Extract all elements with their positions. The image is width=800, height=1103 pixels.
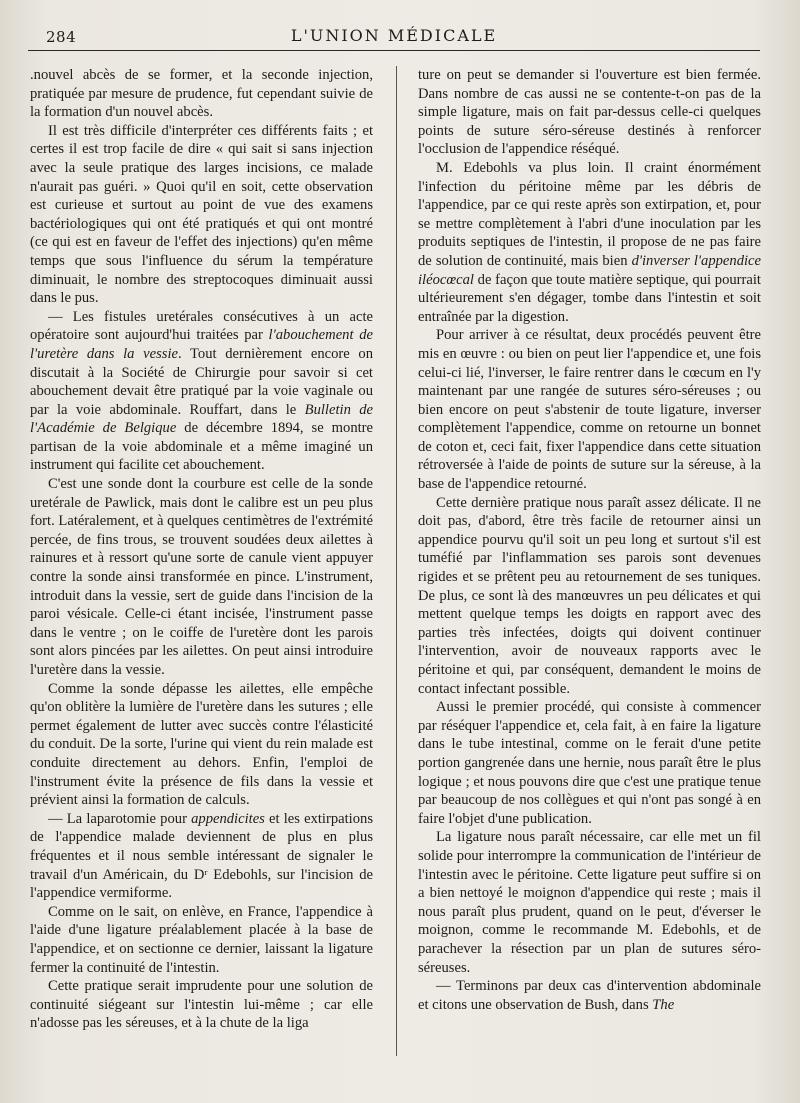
paragraph bbox=[30, 122, 373, 308]
paragraph bbox=[30, 475, 373, 680]
text-run: — Les fistules uretérales consécutives à un acte opératoire sont aujourd'hui traitées par bbox=[30, 308, 373, 344]
text-run: ture on peut se demander si l'ouverture est bien fermée. Dans nombre de cas aussi ne se contente-t-on pas de la simple ligature, mais on fait par-dessus celle-ci quelques points de suture séro-séreuse destinés à renforcer l'occlusion de l'appendice réséqué. bbox=[418, 67, 761, 158]
text-run: Cette dernière pratique nous paraît assez délicate. Il ne doit pas, d'abord, être très facile de retourner ainsi un appendice pourvu qu'il soit un peu long et surtout s'il est tuméfié par l'inflammation ses parois sont devenues rigides et se prêtent peu au retournement de ses tuniques. De plus, ce sont là des manœuvres un peu délicates et qui mettent quelque temps les doigts en rapport avec des parties très infectées, doigts qui doivent continuer l'intervention, avoir de nouveaux rapports avec le péritoine et qui, par conséquent, demandent le moins de contact infectant possible. bbox=[418, 494, 761, 697]
paragraph bbox=[30, 810, 373, 903]
paragraph bbox=[30, 308, 373, 475]
paragraph bbox=[30, 66, 373, 122]
text-run: .nouvel abcès de se former, et la seconde injection, pratiquée par mesure de prudence, fut cependant suivie de la formation d'un nouvel abcès. bbox=[30, 67, 373, 121]
text-run: Aussi le premier procédé, qui consiste à commencer par réséquer l'appendice et, cela fait, à en faire la ligature dans le tube intestinal, comme on le ferait d'une petite portion gangrenée dans une hernie, nous paraît être le plus logique ; et nous pouvons dire que c'est une pratique tenue par beaucoup de nos collègues et qui n'ont pas songé à en faire l'objet d'une publication. bbox=[418, 699, 761, 827]
page-header bbox=[28, 24, 760, 51]
column-divider bbox=[396, 66, 397, 1056]
text-run: et les extirpations de l'appendice malade deviennent de plus en plus fréquentes et il nous semble intéressant de signaler le travail d'un Américain, du Dʳ Edebohls, sur l'incision de l'appendice vermiforme. bbox=[30, 810, 373, 902]
text-run: de façon que toute matière septique, qui pourrait ultérieurement s'en dégager, tombe dans l'intestin et soit entraînée par la digestion. bbox=[418, 271, 761, 325]
paragraph bbox=[418, 698, 761, 828]
right-column bbox=[418, 66, 761, 1014]
text-run: . Tout dernièrement encore on discutait à la Société de Chirurgie pour savoir si cet abouchement devait être pratiqué par la voie vaginale ou par la voie abdominale. Rouffart, dans le bbox=[30, 345, 374, 418]
left-column bbox=[30, 66, 373, 1033]
text-run: Pour arriver à ce résultat, deux procédés peuvent être mis en œuvre : ou bien on peut lier l'appendice et, une fois celui-ci lié, l'inverser, le faire rentrer dans le cœcum en l'y maintenant par une rangée de sutures séro-séreuses ; ou bien encore on peut s'abstenir de toute ligature, inverser complètement l'appendice, comme on retourne un bonnet de coton et, ceci fait, fixer l'appendice dans cette situation rétroversée à l'aide de points de suture sur la séreuse, à la base de l'appendice retourné. bbox=[418, 327, 761, 493]
paragraph bbox=[418, 326, 761, 493]
paragraph bbox=[30, 977, 373, 1033]
text-run: M. Edebohls va plus loin. Il craint énormément l'infection du péritoine même par les débris de l'appendice, par ce qui reste après son extirpation, et, pour se mettre complètement à l'abri d'une inoculation par les produits septiques de l'intestin, il propose de ne pas faire de solution de continuité, mais bien bbox=[418, 159, 761, 269]
italic-text: appendicites bbox=[191, 810, 265, 827]
italic-text: Bulletin de l'Académie de Belgique bbox=[30, 401, 373, 437]
text-run: La ligature nous paraît nécessaire, car elle met un fil solide pour interrompre la communication de l'intérieur de l'intestin avec le péritoine. Cette ligature peut suffire si on a bien nettoyé le moignon d'appendice qui reste ; mais il nous paraît plus prudent, quand on le peut, d'éverser le moignon, comme le recommande M. Edebohls, et de parachever la résection par un plan de sutures séro-séreuses. bbox=[418, 829, 761, 976]
paragraph bbox=[418, 828, 761, 977]
italic-text: l'abouchement de l'uretère dans la vessie bbox=[30, 327, 373, 362]
paragraph bbox=[418, 66, 761, 159]
text-run: Comme on le sait, on enlève, en France, l'appendice à l'aide d'une ligature préalablement placée à la base de l'appendice, et on sectionne ce dernier, laissant la ligature fermer la continuité de l'intestin. bbox=[30, 903, 373, 976]
text-run: de décembre 1894, se montre partisan de la voie abdominale et a même imaginé un instrument qui facilite cet abouchement. bbox=[30, 420, 374, 474]
paragraph bbox=[30, 680, 373, 810]
page-number: 284 bbox=[46, 28, 77, 46]
paragraph bbox=[418, 494, 761, 699]
paragraph bbox=[418, 159, 761, 326]
text-run: Comme la sonde dépasse les ailettes, elle empêche qu'on oblitère la lumière de l'uretère dans les sutures ; elle permet également de lutter avec succès contre l'élasticité du conduit. De la sorte, l'urine qui vient du rein malade est conduite directement au dehors. Enfin, l'emploi de l'instrument évite la présence de fils dans la vessie et prévient ainsi la formation de calculs. bbox=[30, 680, 373, 809]
text-run: Il est très difficile d'interpréter ces différents faits ; et certes il est trop facile de dire « qui sait si sans injection avec la seule pratique des larges incisions, ce malade n'aurait pas guéri. » Quoi qu'il en soit, cette observation est curieuse et surtout au point de vue des examens bactériologiques qui ont été pratiqués et qui ont montré (ce qui est en faveur de l'effet des injections) qu'en même temps que sous l'influence du sérum la température diminuait, le nombre des streptocoques diminuait aussi dans le pus. bbox=[30, 122, 373, 307]
running-title: L'UNION MÉDICALE bbox=[290, 26, 498, 45]
paragraph bbox=[418, 977, 761, 1014]
italic-text: d'inverser l'appendice iléocœcal bbox=[418, 252, 761, 288]
text-run: Cette pratique serait imprudente pour une solution de continuité siégeant sur l'intestin lui-même ; car elle n'adosse pas les séreuses, et à la chute de la liga bbox=[30, 978, 373, 1032]
paragraph bbox=[30, 903, 373, 977]
italic-text: The bbox=[652, 996, 675, 1013]
text-run: — Terminons par deux cas d'intervention abdominale et citons une observation de Bush, dans bbox=[418, 978, 761, 1013]
text-run: C'est une sonde dont la courbure est celle de la sonde uretérale de Pawlick, mais dont le calibre est un peu plus fort. Latéralement, et à quelques centimètres de l'extrémité percée, de fins trous, se trouvent soudées deux ailettes à rainures et à ressort qu'une sorte de canule vient appuyer contre la sonde ainsi transformée en pince. L'instrument, introduit dans la vessie, sert de guide dans l'incision de la paroi vésicale. Celle-ci étant incisée, l'instrument passe dans le ventre ; on le coiffe de l'uretère dont les parois sont alors pincées par les ailettes. On peut ainsi introduire l'uretère dans la vessie. bbox=[30, 476, 373, 678]
text-run: — La laparotomie pour bbox=[48, 810, 192, 827]
